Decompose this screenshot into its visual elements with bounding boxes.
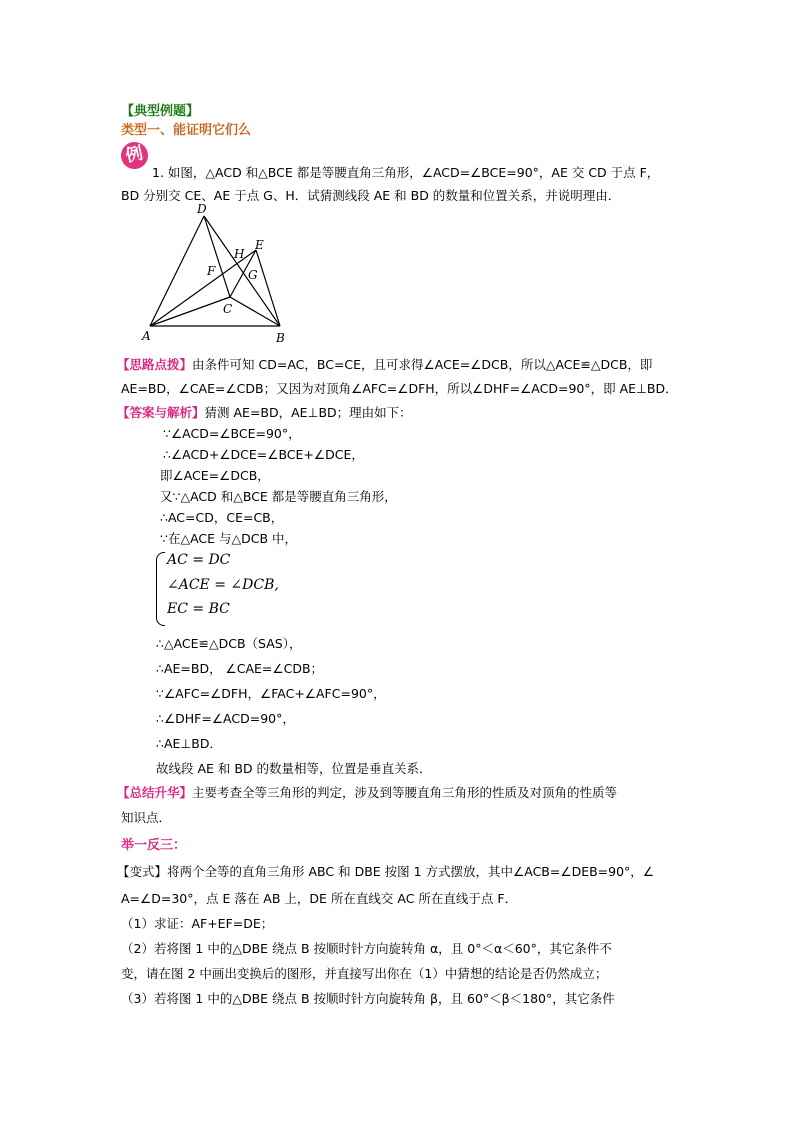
practice-tag: 【变式】: [117, 864, 168, 879]
answer-step-1: ∵∠ACD=∠BCE=90°，: [163, 426, 301, 441]
equation-system-brace: [156, 552, 165, 626]
answer-step-4: 又∵△ACD 和△BCE 都是等腰直角三角形，: [160, 489, 397, 504]
label-C: C: [223, 302, 233, 316]
answer-step-2: ∴∠ACD+∠DCE=∠BCE+∠DCE，: [163, 447, 364, 462]
answer-step-5: ∴AC=CD，CE=CB，: [160, 510, 284, 525]
system-eq-2: ∠ACE = ∠DCB,: [167, 577, 279, 593]
hint-line-1: [117, 355, 652, 373]
answer-conclusion: 故线段 AE 和 BD 的数量相等，位置是垂直关系．: [156, 761, 432, 776]
problem-line-2: BD 分别交 CE、AE 于点 G、H．试猜测线段 AE 和 BD 的数量和位置关系，并说明理由．: [121, 188, 621, 203]
summary-line-1: [117, 783, 617, 801]
hint-tag: 【思路点拨】: [117, 357, 193, 372]
system-eq-1: AC = DC: [167, 552, 231, 568]
answer-step-11: ∴AE⊥BD．: [156, 736, 222, 751]
summary-tag: 【总结升华】: [117, 785, 193, 800]
practice-q2-line-1: （2）若将图 1 中的△DBE 绕点 B 按顺时针方向旋转角 α，且 0°＜α＜60°，其它条件不: [121, 941, 612, 956]
label-G: G: [248, 268, 258, 282]
example-badge: 例: [118, 139, 150, 171]
answer-step-7: ∴△ACE≌△DCB（SAS），: [156, 636, 302, 651]
section-title: 【典型例题】: [121, 104, 200, 119]
label-B: B: [276, 331, 285, 345]
answer-tag: 【答案与解析】: [117, 405, 205, 420]
hint-line-2: AE=BD，∠CAE=∠CDB；又因为对顶角∠AFC=∠DFH，所以∠DHF=∠ACD=90°，即 AE⊥BD．: [121, 381, 678, 396]
practice-line-1: [117, 862, 654, 880]
label-D: D: [197, 202, 207, 216]
problem-line-1: 1. 如图，△ACD 和△BCE 都是等腰直角三角形，∠ACD=∠BCE=90°，AE 交 CD 于点 F，: [152, 165, 660, 180]
label-A: A: [142, 329, 151, 343]
practice-q2-line-2: 变，请在图 2 中画出变换后的图形，并直接写出你在（1）中猜想的结论是否仍然成立；: [121, 966, 608, 981]
label-H: H: [234, 247, 245, 261]
answer-step-10: ∴∠DHF=∠ACD=90°，: [156, 711, 295, 726]
geometry-figure: [140, 200, 300, 348]
hint-text-1: 由条件可知 CD=AC，BC=CE，且可求得∠ACE=∠DCB，所以△ACE≌△DCB，即: [192, 357, 653, 372]
system-eq-3: EC = BC: [167, 601, 230, 617]
label-E: E: [255, 238, 264, 252]
practice-q3: （3）若将图 1 中的△DBE 绕点 B 按顺时针方向旋转角 β，且 60°＜β＜180°，其它条件: [121, 991, 615, 1006]
answer-first: 猜测 AE=BD，AE⊥BD；理由如下：: [204, 405, 412, 420]
segment-DB: [204, 216, 280, 326]
practice-title: 举一反三：: [121, 838, 187, 853]
practice-q1: （1）求证：AF+EF=DE；: [121, 916, 274, 931]
summary-text-1: 主要考查全等三角形的判定，涉及到等腰直角三角形的性质及对顶角的性质等: [192, 785, 618, 800]
answer-step-6: ∵在△ACE 与△DCB 中，: [160, 531, 298, 546]
answer-step-3: 即∠ACE=∠DCB，: [160, 468, 270, 483]
answer-step-9: ∵∠AFC=∠DFH，∠FAC+∠AFC=90°，: [156, 686, 386, 701]
practice-line-2: A=∠D=30°，点 E 落在 AB 上，DE 所在直线交 AC 所在直线于点 F．: [121, 891, 518, 906]
label-F: F: [207, 264, 216, 278]
answer-intro: [117, 403, 412, 421]
answer-step-8: ∴AE=BD， ∠CAE=∠CDB；: [156, 661, 324, 676]
practice-text-1: 将两个全等的直角三角形 ABC 和 DBE 按图 1 方式摆放，其中∠ACB=∠DEB=90°，∠: [167, 864, 654, 879]
type-title: 类型一、能证明它们么: [121, 123, 252, 138]
summary-line-2: 知识点．: [121, 810, 172, 825]
segment-AE: [150, 250, 256, 326]
